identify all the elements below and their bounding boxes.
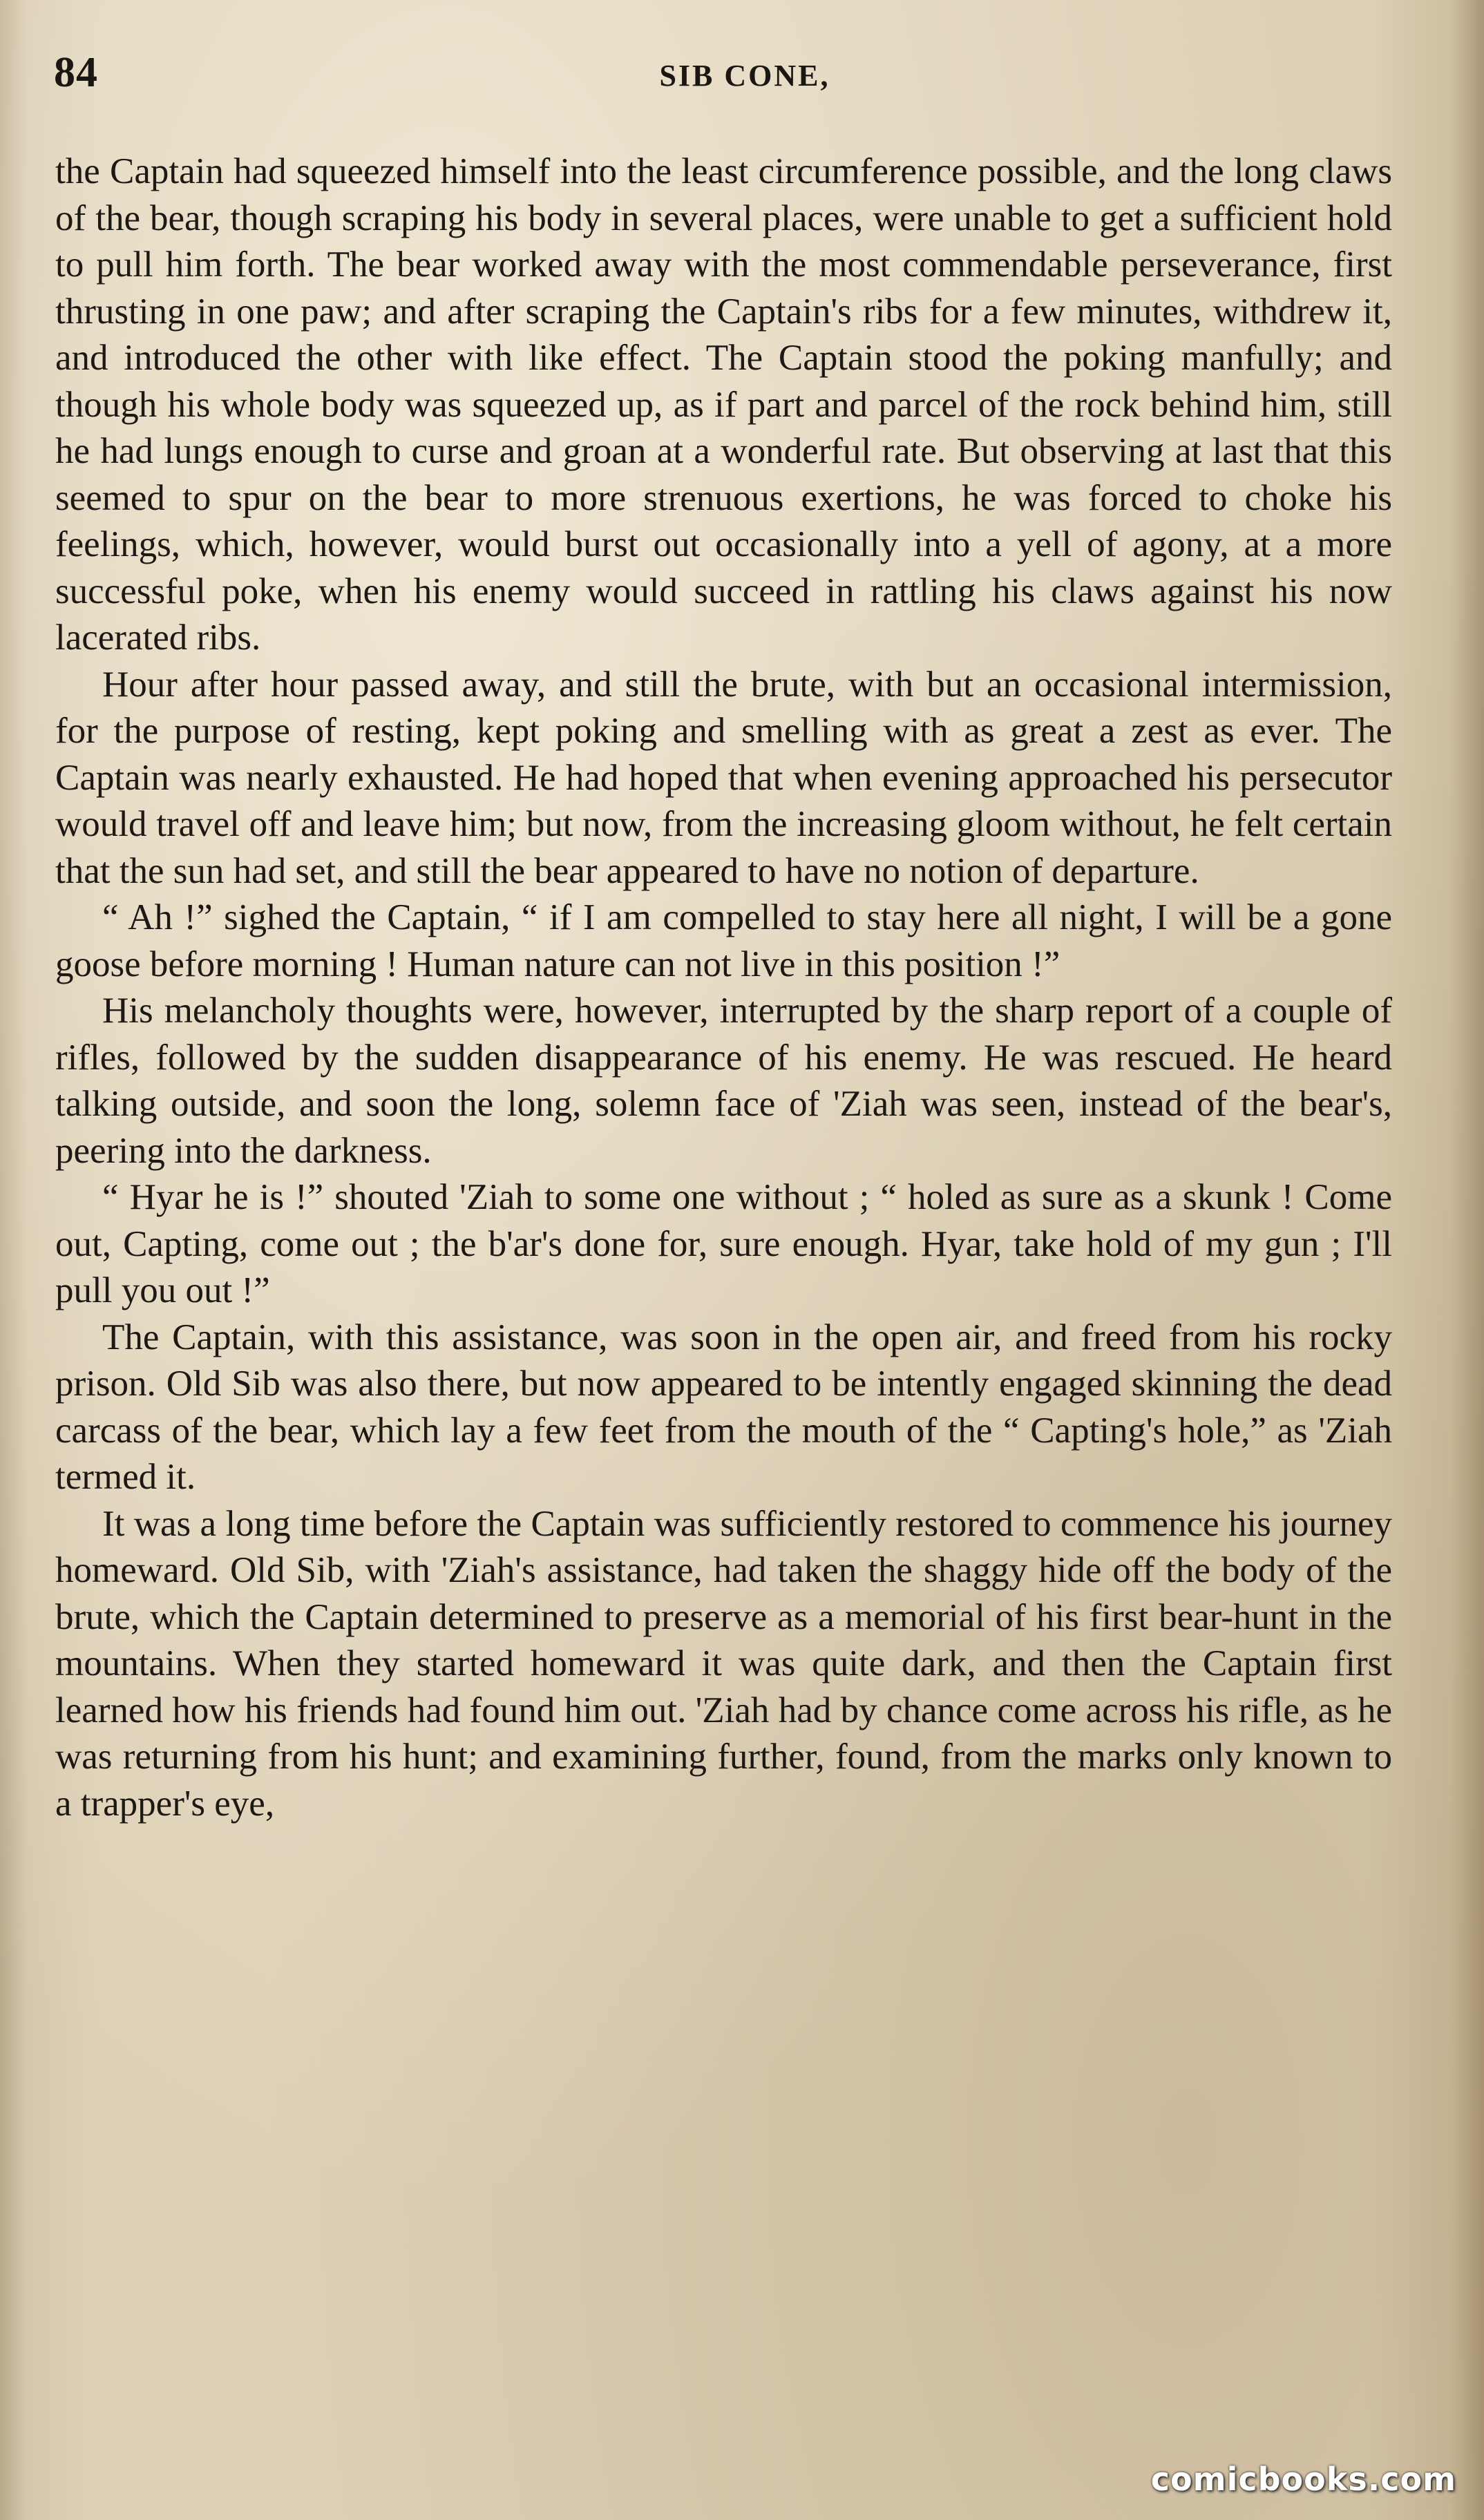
body-text: [55, 149, 1392, 1827]
paragraph-6: The Captain, with this assistance, was soon in the open air, and freed from his rocky prison. Old Sib was also there, but now appeared to be intently engaged skinning the dead carcass of the bear, which lay a few feet from the mouth of the “ Capting's hole,” as 'Ziah termed it.: [55, 1317, 1392, 1497]
paragraph-1: the Captain had squeezed himself into the least circumference possible, and the long claws of the bear, though scraping his body in several places, were unable to get a sufficient hold to pull him forth. The bear worked away with the most commendable perseverance, first thrusting in one paw; and after scraping the Captain's ribs for a few minutes, withdrew it, and introduced the other with like effect. The Captain stood the poking manfully; and though his whole body was squeezed up, as if part and parcel of the rock behind him, still he had lungs enough to curse and groan at a wonderful rate. But observing at last that this seemed to spur on the bear to more strenuous exertions, he was forced to choke his feelings, which, however, would burst out occasionally into a yell of agony, at a more successful poke, when his enemy would succeed in rattling his claws against his now lacerated ribs.: [55, 151, 1392, 658]
watermark: comicbooks.com: [1150, 2461, 1456, 2498]
paragraph-3: “ Ah !” sighed the Captain, “ if I am compelled to stay here all night, I will be a gone goose before morning ! Human nature can not live in this position !”: [55, 897, 1392, 984]
paragraph-2: Hour after hour passed away, and still the brute, with but an occasional intermission, for the purpose of resting, kept poking and smelling with as great a zest as ever. The Captain was nearly exhausted. He had hoped that when evening approached his persecutor would travel off and leave him; but now, from the increasing gloom without, he felt certain that the sun had set, and still the bear appeared to have no notion of departure.: [55, 664, 1392, 891]
paragraph-5: “ Hyar he is !” shouted 'Ziah to some one without ; “ holed as sure as a skunk ! Come out, Capting, come out ; the b'ar's done for, sure enough. Hyar, take hold of my gun ; I'll pull you out !”: [55, 1177, 1392, 1310]
paragraph-4: His melancholy thoughts were, however, interrupted by the sharp report of a couple of rifles, followed by the sudden disappearance of his enemy. He was rescued. He heard talking outside, and soon the long, solemn face of 'Ziah was seen, instead of the bear's, peering into the darkness.: [55, 991, 1392, 1171]
page-header: [54, 48, 1436, 111]
running-head: SIB CONE,: [659, 59, 830, 93]
paragraph-7: It was a long time before the Captain was sufficiently restored to commence his journey homeward. Old Sib, with 'Ziah's assistance, had taken the shaggy hide off the body of the brute, which the Captain determined to preserve as a memorial of his first bear-hunt in the mountains. When they started homeward it was quite dark, and then the Captain first learned how his friends had found him out. 'Ziah had by chance come across his rifle, as he was returning from his hunt; and examining further, found, from the marks only known to a trapper's eye,: [55, 1503, 1392, 1824]
page-number: 84: [54, 49, 98, 96]
